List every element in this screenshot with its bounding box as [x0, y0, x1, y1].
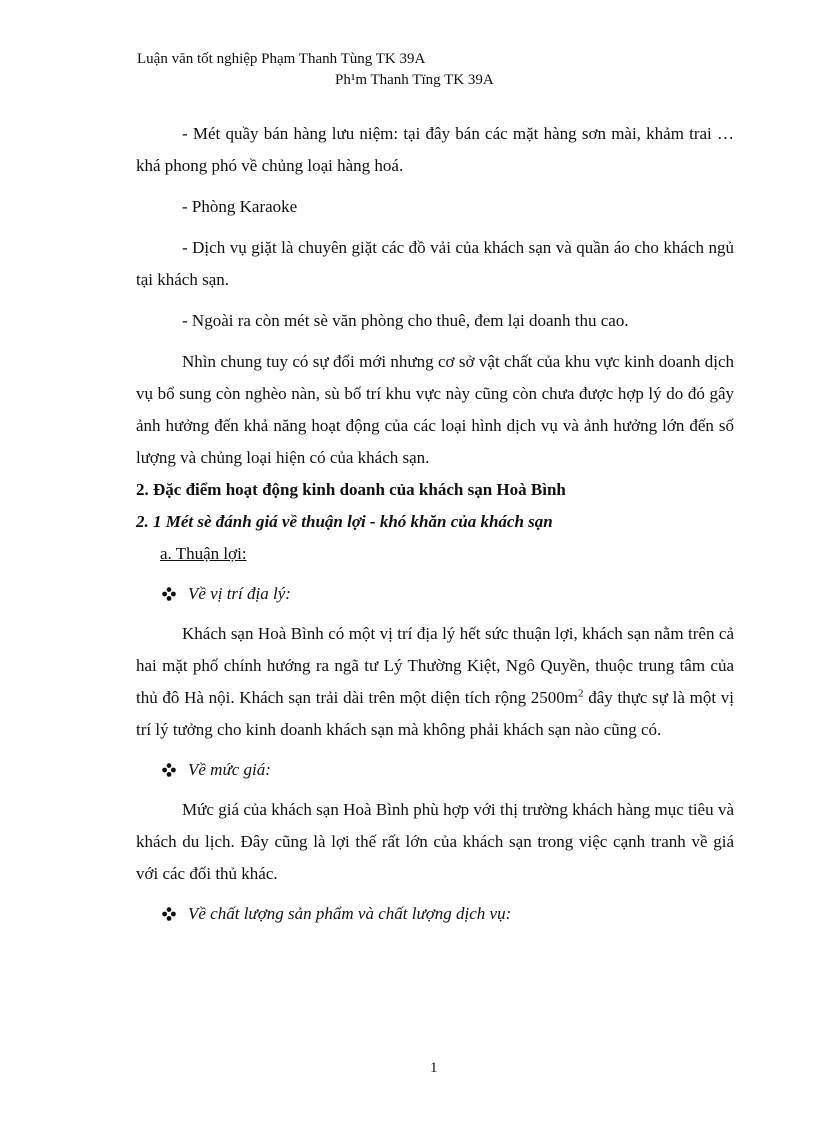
diamond-bullet-icon — [162, 587, 176, 601]
paragraph-souvenir-counter: - Mét quầy bán hàng lưu niệm: tại đây bán các mặt hàng sơn mài, khảm trai … khá phong phó về chủng loại hàng hoá. — [136, 124, 734, 175]
paragraph-price: Mức giá của khách sạn Hoà Bình phù hợp với thị trường khách hàng mục tiêu và khách du lịch. Đây cũng là lợi thế rất lớn của khách sạn trong việc cạnh tranh về giá với các đối thủ khác. — [136, 800, 734, 883]
running-header: Luận văn tốt nghiệp Phạm Thanh Tùng TK 39A — [137, 51, 426, 67]
bullet-quality-label: Về chất lượng sản phẩm và chất lượng dịch vụ: — [188, 904, 512, 923]
document-body — [136, 118, 734, 930]
bullet-quality — [136, 898, 734, 930]
part-a-label: a. Thuận lợi: — [160, 544, 247, 563]
page-number: 1 — [430, 1060, 438, 1076]
diamond-bullet-icon — [162, 907, 176, 921]
part-a-heading — [136, 538, 734, 570]
section-heading: 2. Đặc điểm hoạt động kinh doanh của khách sạn Hoà Bình — [136, 480, 566, 499]
paragraph-laundry: - Dịch vụ giặt là chuyên giặt các đồ vải của khách sạn và quần áo cho khách ngủ tại khách sạn. — [136, 238, 734, 289]
bullet-location — [136, 578, 734, 610]
paragraph-location — [136, 618, 734, 746]
bullet-location-label: Về vị trí địa lý: — [188, 584, 291, 603]
section-subheading: 2. 1 Mét sè đánh giá về thuận lợi - khó khăn của khách sạn — [136, 512, 553, 531]
superscript-two: 2 — [578, 687, 584, 700]
bullet-price-label: Về mức giá: — [188, 760, 271, 779]
paragraph-karaoke: - Phòng Karaoke — [182, 197, 298, 216]
diamond-bullet-icon — [162, 763, 176, 777]
paragraph-summary: Nhìn chung tuy có sự đổi mới nhưng cơ sở vật chất của khu vực kinh doanh dịch vụ bổ sung còn nghèo nàn, sù bố trí khu vực này cũng còn chưa được hợp lý do đó gây ảnh hưởng đến khả năng hoạt động của các loại hình dịch vụ và ảnh hưởng lớn đến số lượng và chủng loại hiện có của khách sạn. — [136, 352, 734, 467]
bullet-price — [136, 754, 734, 786]
running-header-garbled: Ph¹m Thanh Tïng TK 39A — [335, 72, 494, 88]
location-text-b: đây thực sự là một vị trí lý tưởng cho kinh doanh khách sạn mà không phải khách sạn nào cũng có. — [136, 688, 734, 739]
location-text-a: Khách sạn Hoà Bình có một vị trí địa lý hết sức thuận lợi, khách sạn nằm trên cả hai mặt phố chính hướng ra ngã tư Lý Thường Kiệt, Ngô Quyền, thuộc trung tâm của thủ đô Hà nội. Khách sạn trải dài trên một diện tích rộng 2500m — [136, 624, 734, 707]
paragraph-office-rental: - Ngoài ra còn mét sè văn phòng cho thuê, đem lại doanh thu cao. — [182, 311, 629, 330]
